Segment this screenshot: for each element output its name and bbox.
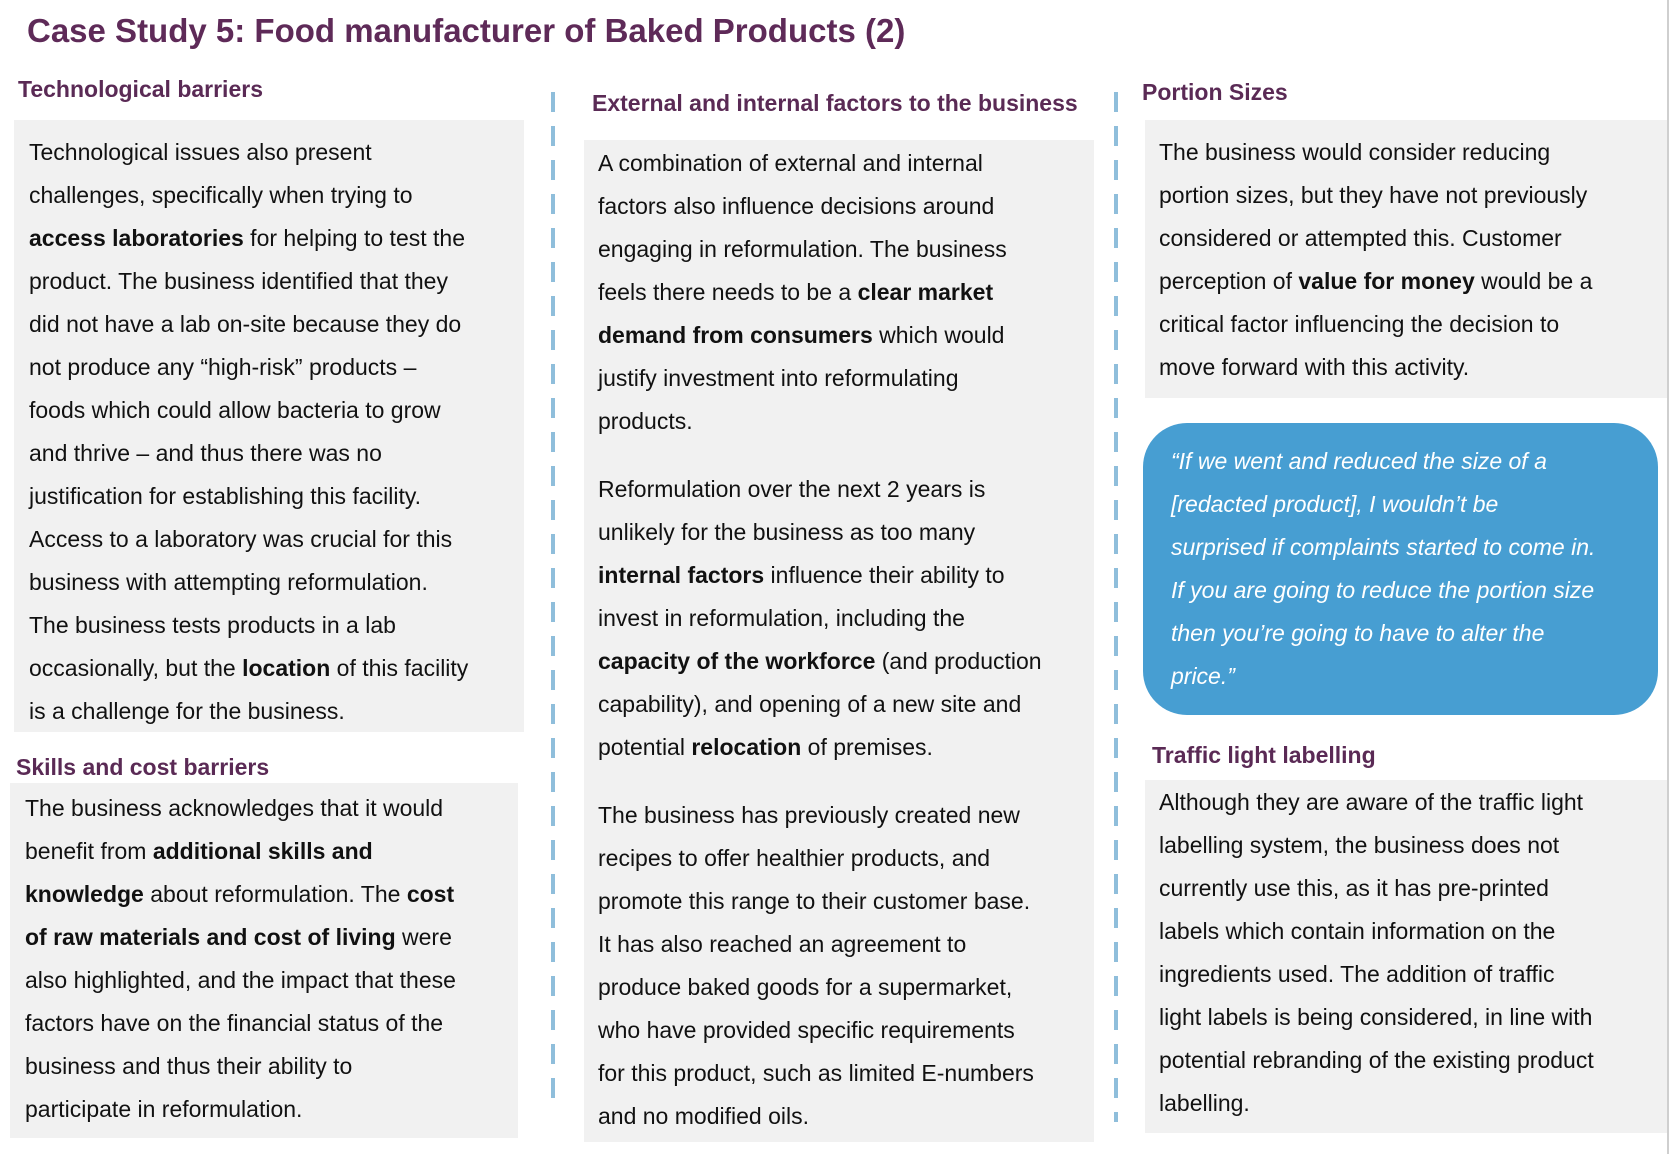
bold-text: relocation [691, 734, 802, 760]
bold-text: capacity of the workforce [598, 648, 876, 674]
text-line [598, 357, 1094, 400]
page-edge-divider [1667, 0, 1669, 1154]
text-line [29, 217, 524, 260]
text: critical factor influencing the decision to [1159, 311, 1560, 337]
text: recipes to offer healthier products, and [598, 845, 991, 871]
heading-traffic-light-labelling: Traffic light labelling [1152, 742, 1376, 768]
text: If you are going to reduce the portion size [1171, 577, 1595, 603]
text: products. [598, 408, 693, 434]
text: not produce any “high-risk” products – [29, 354, 417, 380]
text: of this facility [330, 655, 469, 681]
text: and no modified oils. [598, 1103, 809, 1129]
text: Access to a laboratory was crucial for this [29, 526, 453, 552]
paragraph [598, 142, 1094, 443]
text-line [29, 131, 524, 174]
text: occasionally, but the [29, 655, 243, 681]
text: factors also influence decisions around [598, 193, 995, 219]
text: business with attempting reformulation. [29, 569, 428, 595]
text: The business would consider reducing [1159, 139, 1551, 165]
text-line [1159, 867, 1667, 910]
bold-text: value for money [1298, 268, 1475, 294]
text: of premises. [801, 734, 933, 760]
text-line [598, 1009, 1094, 1052]
text-line [29, 518, 524, 561]
text: and thrive – and thus there was no [29, 440, 382, 466]
text-line [29, 389, 524, 432]
paragraph [1159, 131, 1667, 389]
text: product. The business identified that they [29, 268, 448, 294]
text: Although they are aware of the traffic light [1159, 789, 1584, 815]
text-line [29, 260, 524, 303]
text-line [1159, 174, 1667, 217]
text-line [29, 303, 524, 346]
bold-text: internal factors [598, 562, 765, 588]
text-line [598, 683, 1094, 726]
bold-text: additional skills and [152, 838, 373, 864]
text-line [598, 400, 1094, 443]
text-line [25, 1088, 518, 1131]
text-line [598, 271, 1094, 314]
paragraph [1159, 781, 1667, 1125]
bold-text: knowledge [25, 881, 144, 907]
text-line [598, 837, 1094, 880]
text: (and production [875, 648, 1042, 674]
text-line [1171, 440, 1658, 483]
portion-sizes-box [1145, 120, 1667, 398]
text: currently use this, as it has pre-printed [1159, 875, 1549, 901]
text: ingredients used. The addition of traffic [1159, 961, 1555, 987]
text: price.” [1171, 663, 1235, 689]
text-line [1171, 655, 1658, 698]
heading-portion-sizes: Portion Sizes [1142, 79, 1288, 105]
text-line [29, 561, 524, 604]
technological-barriers-box [14, 120, 524, 732]
text-line [1159, 217, 1667, 260]
text: did not have a lab on-site because they do [29, 311, 462, 337]
external-internal-factors-box [584, 140, 1094, 1142]
text-line [598, 1095, 1094, 1138]
text-line [29, 604, 524, 647]
traffic-light-labelling-box [1145, 780, 1667, 1133]
customer-quote-bubble [1143, 423, 1658, 715]
page-title: Case Study 5: Food manufacturer of Baked Products (2) [27, 12, 906, 49]
text-line [29, 475, 524, 518]
text: promote this range to their customer base. [598, 888, 1031, 914]
bold-text: demand from consumers [598, 322, 873, 348]
text-line [598, 880, 1094, 923]
text-line [1159, 910, 1667, 953]
text-line [29, 174, 524, 217]
text: foods which could allow bacteria to grow [29, 397, 441, 423]
text: feels there needs to be a [598, 279, 858, 305]
text: The business acknowledges that it would [25, 795, 444, 821]
text: portion sizes, but they have not previously [1159, 182, 1588, 208]
paragraph [1171, 440, 1658, 698]
text: potential rebranding of the existing product [1159, 1047, 1594, 1073]
paragraph [25, 787, 518, 1131]
text-line [1159, 1082, 1667, 1125]
text-line [598, 314, 1094, 357]
paragraph [598, 468, 1094, 769]
text: labelling. [1159, 1090, 1250, 1116]
text-line [598, 468, 1094, 511]
text-line [1159, 824, 1667, 867]
text-line [598, 794, 1094, 837]
text: also highlighted, and the impact that these [25, 967, 456, 993]
text: engaging in reformulation. The business [598, 236, 1007, 262]
text: capability), and opening of a new site and [598, 691, 1022, 717]
text: surprised if complaints started to come in. [1171, 534, 1596, 560]
text: The business tests products in a lab [29, 612, 396, 638]
text: business and thus their ability to [25, 1053, 353, 1079]
text: factors have on the financial status of the [25, 1010, 444, 1036]
text: produce baked goods for a supermarket, [598, 974, 1013, 1000]
text: about reformulation. The [143, 881, 407, 907]
bold-text: location [242, 655, 331, 681]
text-line [598, 185, 1094, 228]
text: benefit from [25, 838, 153, 864]
text-line [598, 923, 1094, 966]
text: who have provided specific requirements [598, 1017, 1015, 1043]
column-divider [1114, 92, 1118, 1122]
skills-cost-barriers-box [10, 783, 518, 1138]
text-line [25, 830, 518, 873]
text-line [25, 916, 518, 959]
text: is a challenge for the business. [29, 698, 345, 724]
column-divider [551, 92, 555, 1110]
text-line [1171, 569, 1658, 612]
text: were [395, 924, 452, 950]
text-line [25, 1045, 518, 1088]
text-line [29, 690, 524, 733]
bold-text: clear market [857, 279, 994, 305]
text: labels which contain information on the [1159, 918, 1556, 944]
text: The business has previously created new [598, 802, 1020, 828]
text: influence their ability to [764, 562, 1005, 588]
text-line [25, 959, 518, 1002]
text: then you’re going to have to alter the [1171, 620, 1545, 646]
text-line [1159, 1039, 1667, 1082]
text-line [1159, 781, 1667, 824]
text: which would [872, 322, 1005, 348]
text-line [29, 647, 524, 690]
text-line [1159, 996, 1667, 1039]
text: considered or attempted this. Customer [1159, 225, 1562, 251]
text-line [598, 597, 1094, 640]
text: A combination of external and internal [598, 150, 983, 176]
text-line [598, 726, 1094, 769]
paragraph [29, 131, 524, 733]
text: unlikely for the business as too many [598, 519, 976, 545]
text-line [25, 873, 518, 916]
bold-text: cost [406, 881, 455, 907]
text-line [1171, 483, 1658, 526]
text-line [1159, 131, 1667, 174]
text: justify investment into reformulating [598, 365, 959, 391]
text: light labels is being considered, in line with [1159, 1004, 1593, 1030]
bold-text: access laboratories [29, 225, 244, 251]
text-line [598, 640, 1094, 683]
text-line [598, 554, 1094, 597]
text: justification for establishing this facility. [29, 483, 422, 509]
heading-external-internal-factors: External and internal factors to the business [592, 90, 1078, 116]
paragraph [598, 794, 1094, 1138]
text-line [1159, 346, 1667, 389]
text-line [598, 1052, 1094, 1095]
text: Technological issues also present [29, 139, 372, 165]
text-line [1159, 953, 1667, 996]
text-line [29, 346, 524, 389]
heading-technological-barriers: Technological barriers [18, 76, 263, 102]
text-line [25, 1002, 518, 1045]
text: Reformulation over the next 2 years is [598, 476, 986, 502]
text: move forward with this activity. [1159, 354, 1470, 380]
text-line [598, 142, 1094, 185]
text: invest in reformulation, including the [598, 605, 965, 631]
text-line [1159, 260, 1667, 303]
text: potential [598, 734, 692, 760]
text: [redacted product], I wouldn’t be [1171, 491, 1499, 517]
text: It has also reached an agreement to [598, 931, 967, 957]
text: for helping to test the [243, 225, 465, 251]
text: labelling system, the business does not [1159, 832, 1560, 858]
text-line [598, 228, 1094, 271]
text-line [1171, 526, 1658, 569]
text: “If we went and reduced the size of a [1171, 448, 1547, 474]
text-line [598, 966, 1094, 1009]
text-line [25, 787, 518, 830]
text-line [1159, 303, 1667, 346]
text-line [29, 432, 524, 475]
text-line [598, 511, 1094, 554]
text: challenges, specifically when trying to [29, 182, 413, 208]
text: participate in reformulation. [25, 1096, 303, 1122]
text: perception of [1159, 268, 1299, 294]
text: would be a [1474, 268, 1593, 294]
heading-skills-cost-barriers: Skills and cost barriers [16, 754, 270, 780]
text-line [1171, 612, 1658, 655]
bold-text: of raw materials and cost of living [25, 924, 396, 950]
text: for this product, such as limited E-numbers [598, 1060, 1034, 1086]
